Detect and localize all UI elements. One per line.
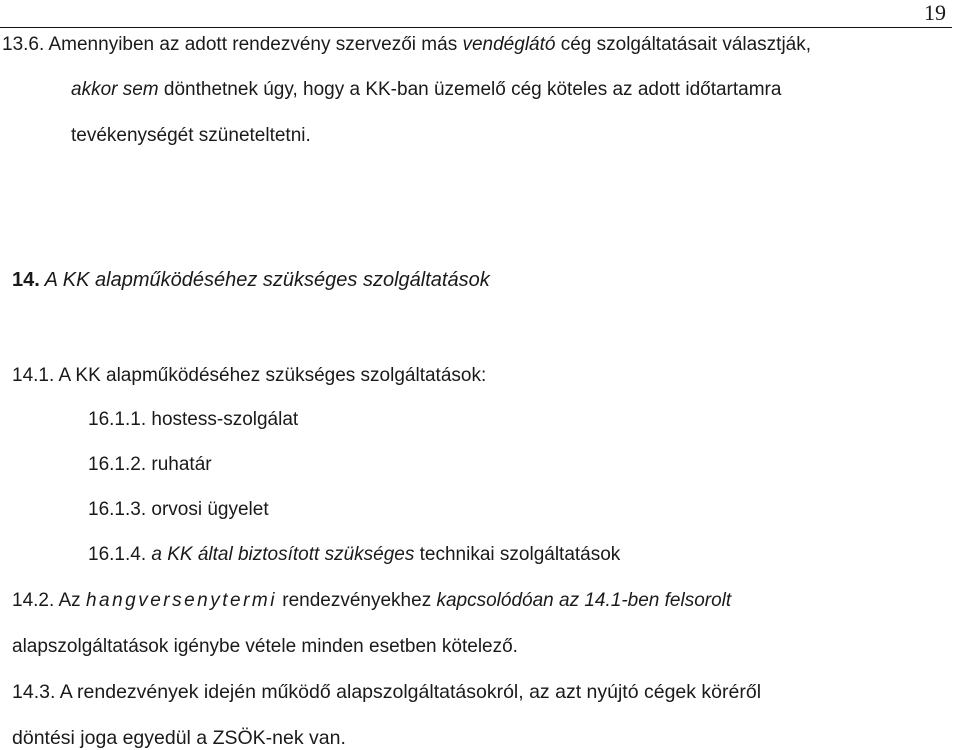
section-number: 14. [12, 269, 40, 291]
list-item-text: technikai szolgáltatások [414, 544, 621, 565]
text-run: döntési joga egyedül a ZSÖK-nek van. [12, 727, 346, 749]
text-run: cég szolgáltatásait választják, [555, 34, 812, 55]
paragraph-14-2-line-2 [12, 635, 518, 659]
page-number: 19 [924, 0, 946, 25]
paragraph-13-6-line-2 [71, 78, 781, 102]
paragraph-14-3-line-2 [12, 726, 346, 750]
list-item [88, 408, 298, 432]
section-title: A KK alapműködéséhez szükséges szolgáltatások [39, 269, 490, 291]
list-item [88, 498, 269, 522]
list-item-text-italic: a KK által biztosított szükséges [151, 544, 415, 565]
paragraph-13-6-line-1 [2, 33, 811, 57]
text-run: dönthetnek úgy, hogy a KK-ban üzemelő cég köteles az adott időtartamra [158, 79, 782, 100]
text-run-italic: kapcsolódóan az 14.1-ben felsorolt [436, 590, 732, 611]
text-run-italic: vendéglátó [462, 34, 556, 55]
list-item-text: 16.1.1. hostess-szolgálat [88, 409, 299, 430]
text-run: alapszolgáltatások igénybe vétele minden esetben kötelező. [12, 636, 518, 657]
text-run: 13.6. Amennyiben az adott rendezvény szervezői más [2, 34, 463, 55]
text-run: rendezvényekhez [276, 590, 437, 611]
list-item-text: 16.1.2. ruhatár [88, 454, 212, 475]
header-rule [0, 27, 952, 28]
list-item-text: 16.1.3. orvosi ügyelet [88, 499, 269, 520]
text-run: 14.2. Az [12, 590, 86, 611]
paragraph-14-3-line-1 [12, 680, 761, 704]
text-run: tevékenységét szüneteltetni. [71, 125, 311, 146]
list-item [88, 543, 620, 567]
text-run-spaced: hangversenytermi [85, 590, 277, 611]
text-run: 14.3. A rendezvények idején működő alapszolgáltatásokról, az azt nyújtó cégek köréről [12, 681, 762, 703]
text-run-italic: akkor sem [71, 79, 159, 100]
list-item-number: 16.1.4. [88, 544, 152, 565]
list-item [88, 453, 212, 477]
paragraph-14-2-line-1 [12, 589, 731, 613]
paragraph-14-1 [12, 364, 486, 388]
text-run: 14.1. A KK alapműködéséhez szükséges szolgáltatások: [12, 365, 487, 386]
section-heading-14 [12, 268, 490, 292]
paragraph-13-6-line-3 [71, 124, 311, 148]
